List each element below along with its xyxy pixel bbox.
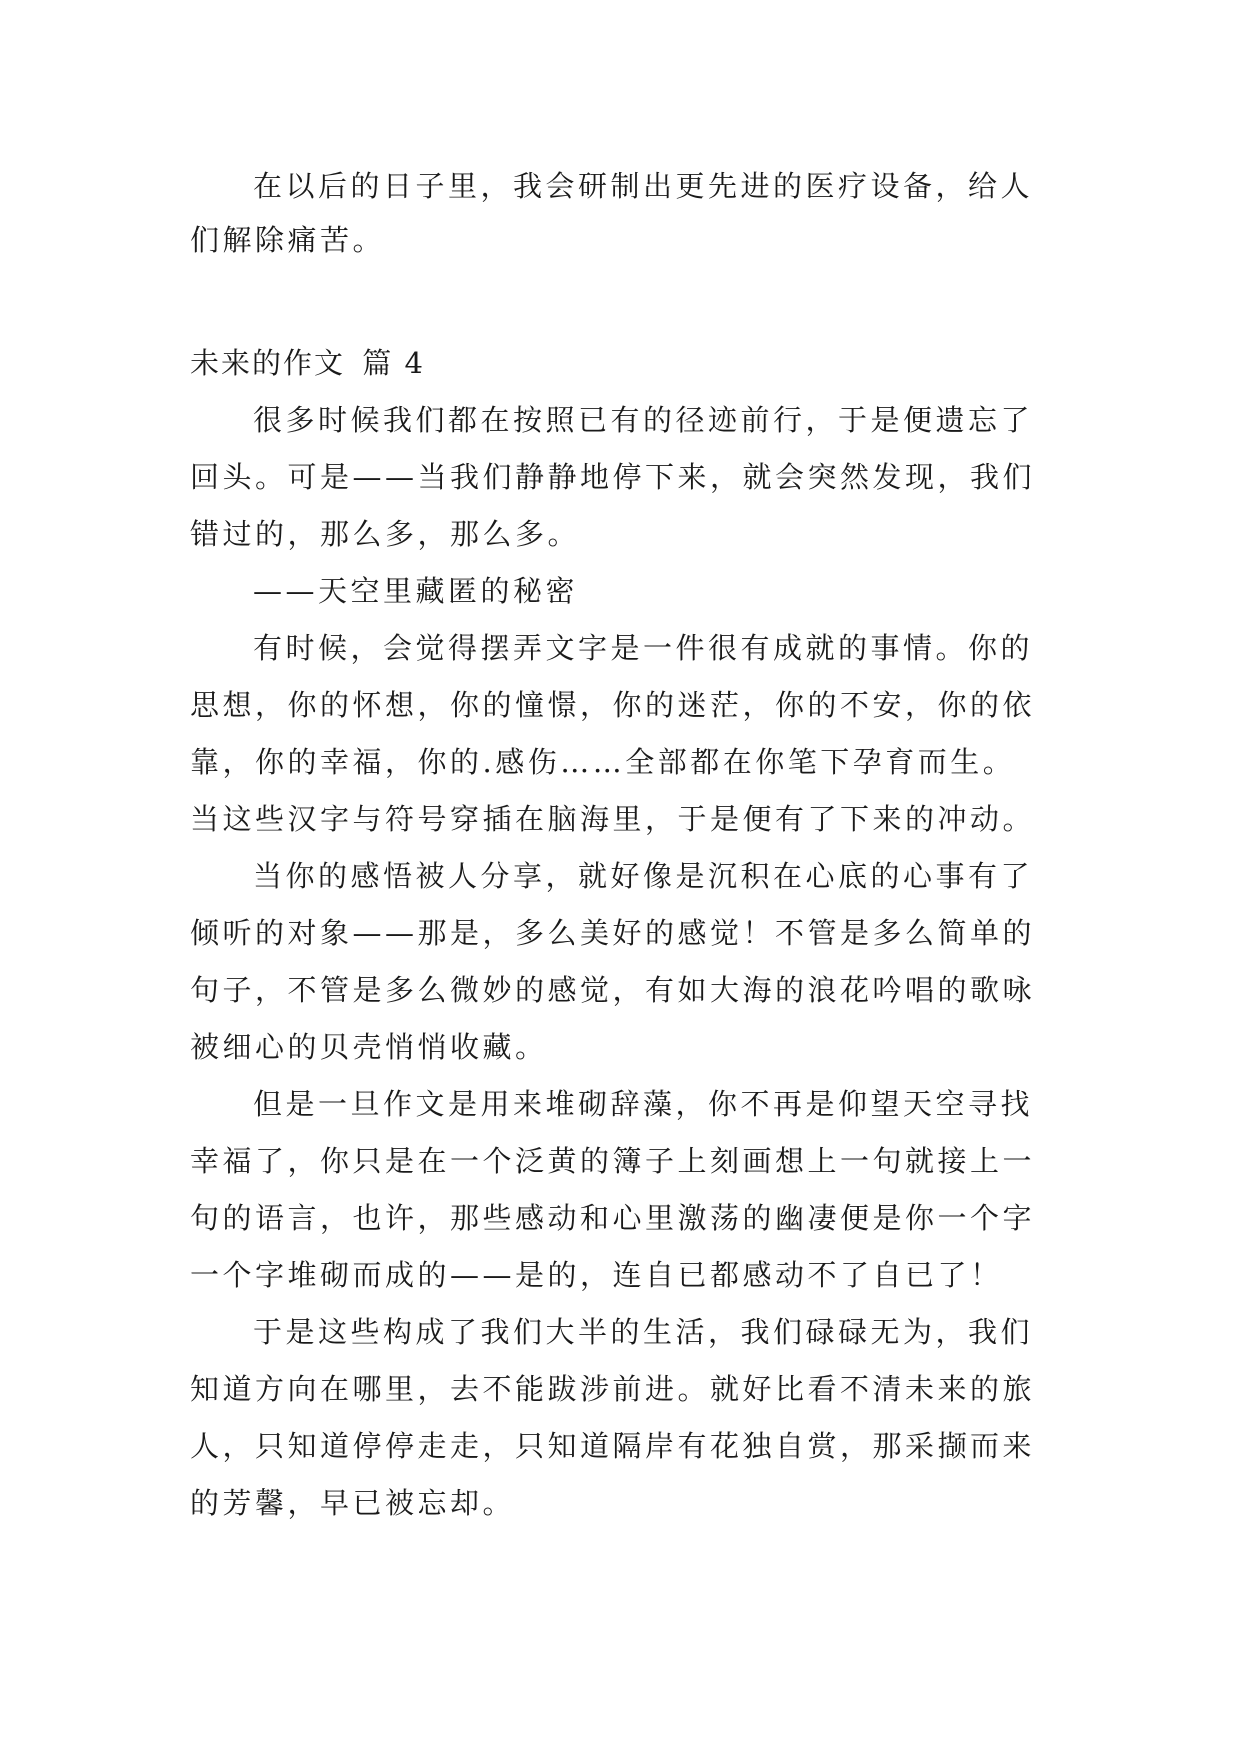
paragraph-line: 句子，不管是多么微妙的感觉，有如大海的浪花吟唱的歌咏 <box>190 973 1036 1007</box>
heading-title: 未来的作文 <box>190 346 346 380</box>
paragraph-line: 幸福了，你只是在一个泛黄的簿子上刻画想上一句就接上一 <box>190 1144 1036 1178</box>
paragraph-line: 在以后的日子里，我会研制出更先进的医疗设备，给人 <box>253 169 1034 203</box>
heading-number: 篇 4 <box>362 346 425 380</box>
paragraph-line: 当你的感悟被人分享，就好像是沉积在心底的心事有了 <box>253 859 1034 893</box>
section-heading <box>190 343 425 383</box>
paragraph-line: ——天空里藏匿的秘密 <box>253 574 579 608</box>
paragraph-line: 错过的，那么多，那么多。 <box>190 517 581 551</box>
paragraph-line: 于是这些构成了我们大半的生活，我们碌碌无为，我们 <box>253 1315 1034 1349</box>
paragraph-line: 很多时候我们都在按照已有的径迹前行，于是便遗忘了 <box>253 403 1034 437</box>
paragraph-line: 一个字堆砌而成的——是的，连自已都感动不了自已了！ <box>190 1258 1003 1292</box>
paragraph-line: 句的语言，也许，那些感动和心里激荡的幽凄便是你一个字 <box>190 1201 1036 1235</box>
paragraph-line: 但是一旦作文是用来堆砌辞藻，你不再是仰望天空寻找 <box>253 1087 1034 1121</box>
paragraph-line: 们解除痛苦。 <box>190 223 386 257</box>
paragraph-line: 当这些汉字与符号穿插在脑海里，于是便有了下来的冲动。 <box>190 802 1036 836</box>
paragraph-line: 思想，你的怀想，你的憧憬，你的迷茫，你的不安，你的依 <box>190 688 1036 722</box>
paragraph-line: 靠，你的幸福，你的.感伤……全部都在你笔下孕育而生。 <box>190 745 1016 779</box>
paragraph-line: 知道方向在哪里，去不能跋涉前进。就好比看不清未来的旅 <box>190 1372 1036 1406</box>
paragraph-line: 有时候，会觉得摆弄文字是一件很有成就的事情。你的 <box>253 631 1034 665</box>
paragraph-line: 的芳馨，早已被忘却。 <box>190 1486 516 1520</box>
paragraph-line: 回头。可是——当我们静静地停下来，就会突然发现，我们 <box>190 460 1036 494</box>
paragraph-line: 倾听的对象——那是，多么美好的感觉！不管是多么简单的 <box>190 916 1036 950</box>
paragraph-line: 被细心的贝壳悄悄收藏。 <box>190 1030 548 1064</box>
paragraph-line: 人，只知道停停走走，只知道隔岸有花独自赏，那采撷而来 <box>190 1429 1036 1463</box>
